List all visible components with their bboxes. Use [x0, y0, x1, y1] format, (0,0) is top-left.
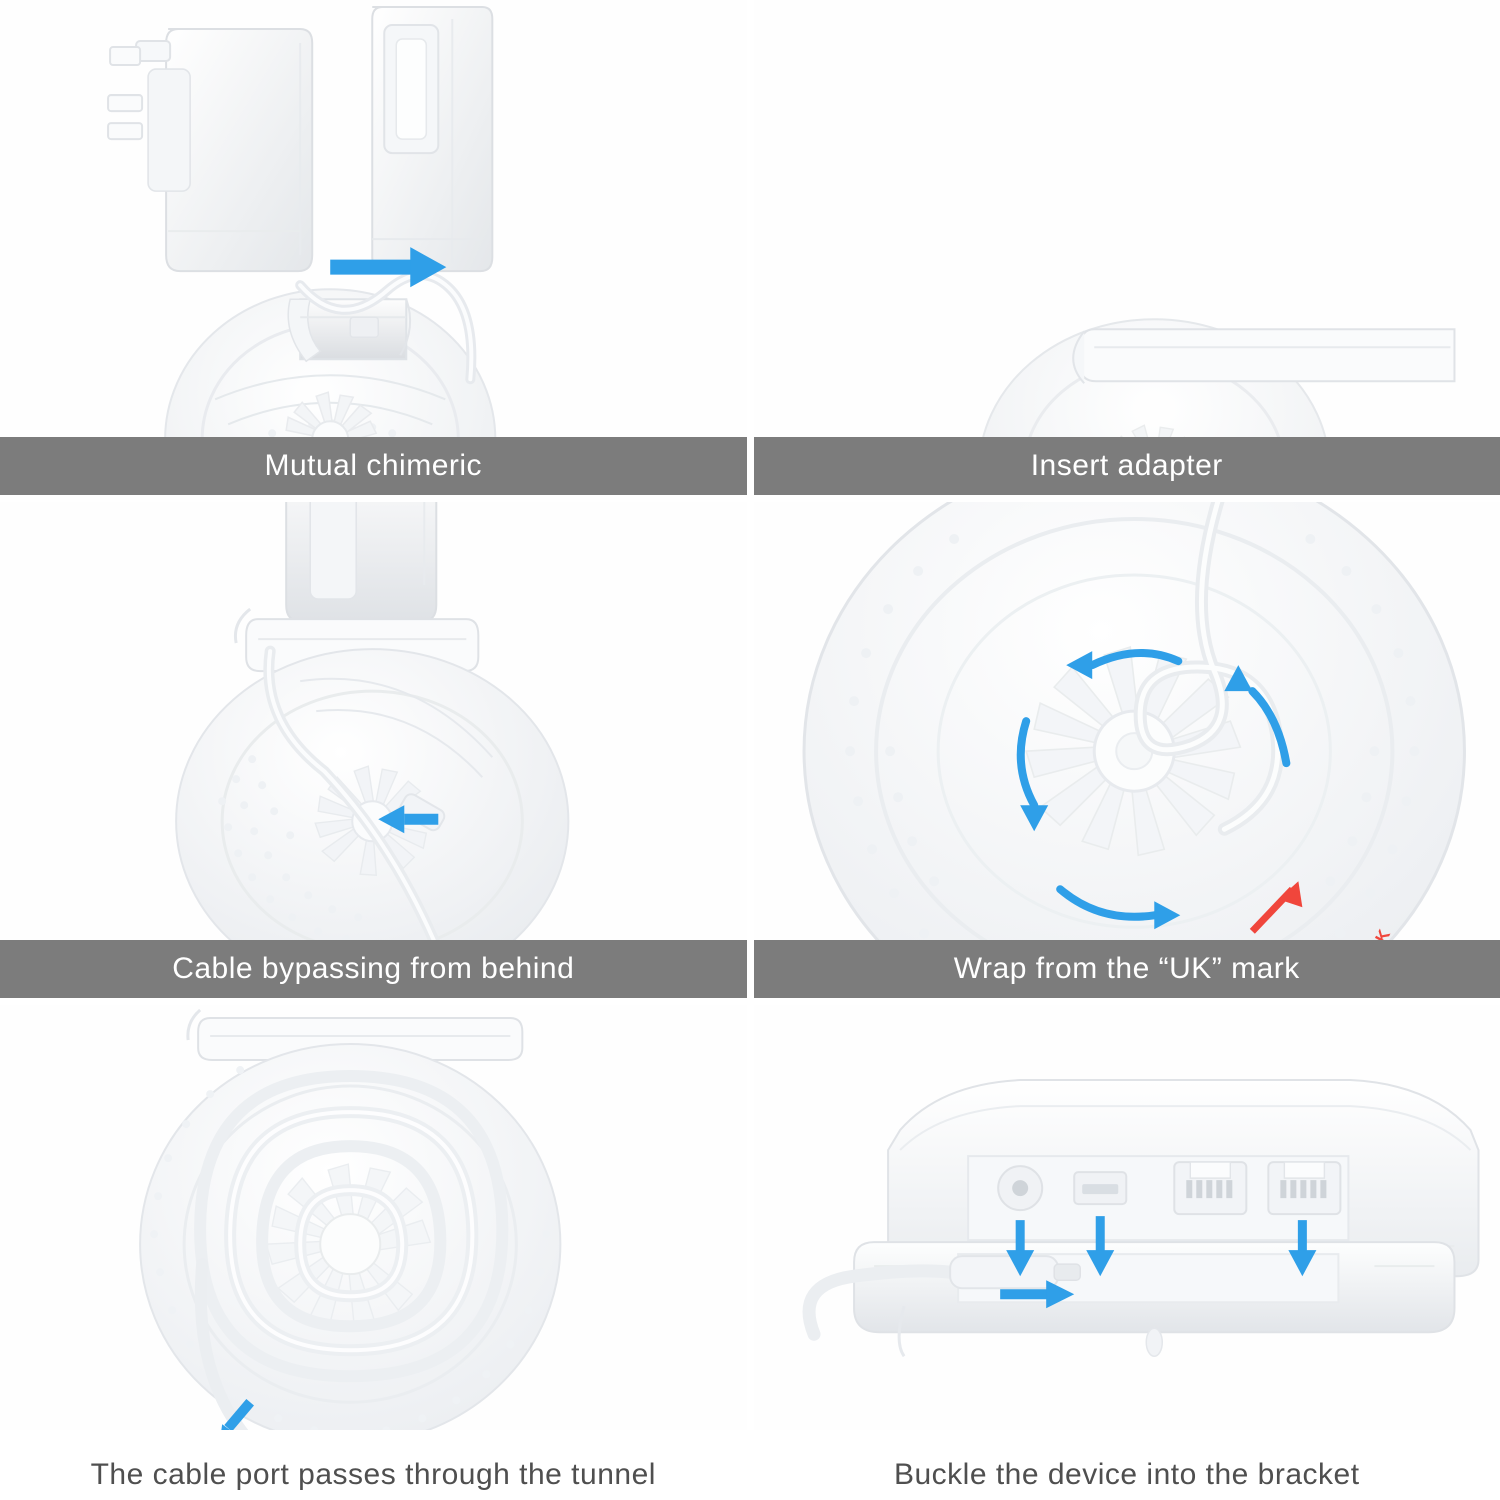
ethernet-port-1 [1174, 1162, 1246, 1214]
step-panel-6 [754, 1005, 1500, 1500]
step-panel-4 [754, 502, 1500, 997]
step-1-caption: Mutual chimeric [0, 437, 747, 495]
step-panel-3 [0, 502, 747, 997]
step-5-caption: The cable port passes through the tunnel [0, 1430, 747, 1500]
step-3-caption: Cable bypassing from behind [0, 940, 747, 998]
step-4-caption: Wrap from the “UK” mark [754, 940, 1500, 998]
step-3-illustration [0, 502, 747, 997]
usb-port [1074, 1172, 1126, 1204]
adapter-top-cropped [286, 502, 436, 621]
step-4-illustration [754, 502, 1500, 997]
step-6-caption: Buckle the device into the bracket [754, 1430, 1500, 1500]
uk-plug-pin-bottom [108, 95, 142, 111]
adapter-left-uk-plug [108, 29, 312, 271]
wall-bracket [1073, 329, 1500, 383]
wall-bracket [854, 1242, 1454, 1356]
step-6-illustration [754, 1005, 1500, 1500]
step-panel-2 [754, 0, 1500, 495]
uk-plug-pin-top [136, 41, 170, 61]
step-panel-5 [0, 1005, 747, 1500]
router-disc-underside [804, 502, 1464, 997]
step-1-illustration [0, 0, 747, 495]
dc-power-port [998, 1166, 1042, 1210]
step-5-illustration [0, 1005, 747, 1500]
step-panel-1 [0, 0, 747, 495]
adapter-right-body [372, 7, 492, 271]
ethernet-port-2 [1268, 1162, 1340, 1214]
step-2-caption: Insert adapter [754, 437, 1500, 495]
step-2-illustration [754, 0, 1500, 495]
